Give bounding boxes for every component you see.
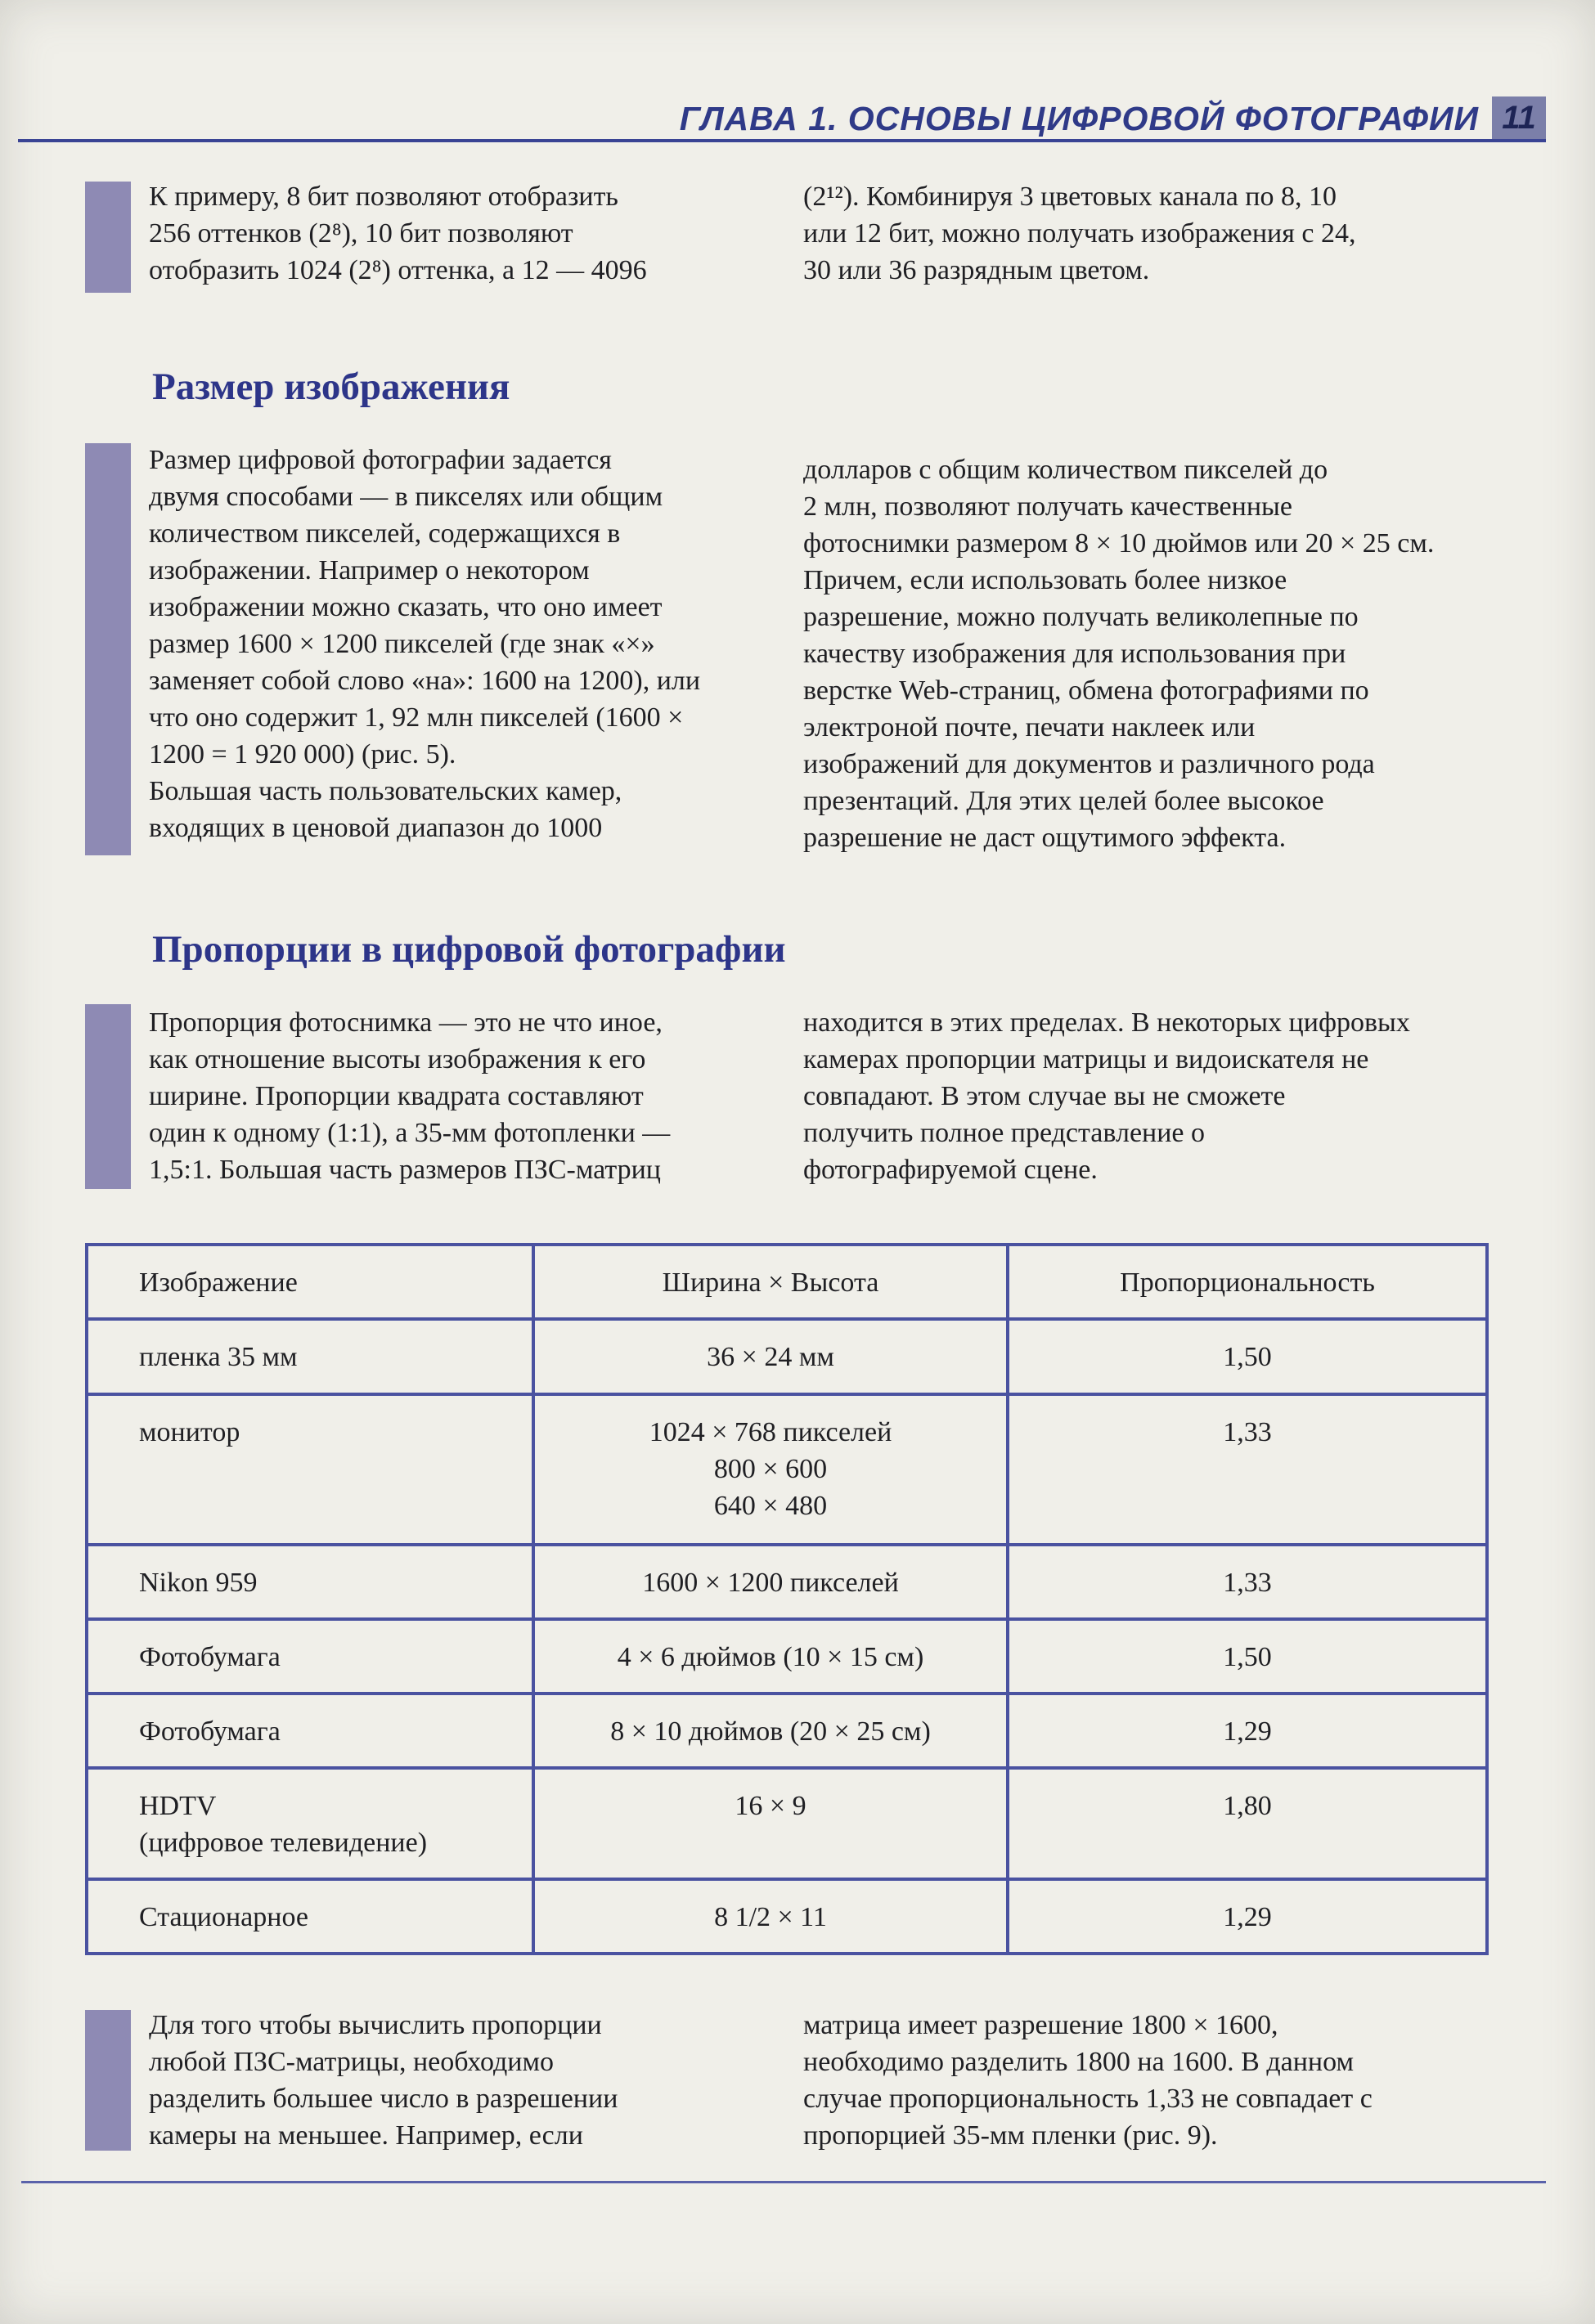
text-line: Размер цифровой фотографии задается bbox=[149, 445, 612, 475]
table-cell: 1,33 bbox=[1008, 1394, 1487, 1545]
text-line: камеры на меньшее. Например, если bbox=[149, 2120, 583, 2151]
section-title-proportions: Пропорции в цифровой фотографии bbox=[152, 928, 786, 971]
side-bar-section2 bbox=[85, 1004, 131, 1189]
table-cell: 1,33 bbox=[1008, 1545, 1487, 1619]
side-bar-closing bbox=[85, 2010, 131, 2151]
table-cell: 1,50 bbox=[1008, 1319, 1487, 1394]
cell-line: 640 × 480 bbox=[713, 1491, 828, 1521]
section1-left-column bbox=[149, 442, 754, 846]
chapter-title: ГЛАВА 1. ОСНОВЫ ЦИФРОВОЙ ФОТОГРАФИИ bbox=[679, 100, 1479, 137]
section-title-image-size: Размер изображения bbox=[152, 366, 510, 408]
text-line: долларов с общим количеством пикселей до bbox=[803, 455, 1328, 485]
text-line: разделить большее число в разрешении bbox=[149, 2084, 618, 2114]
text-line: ширине. Пропорции квадрата составляют bbox=[149, 1081, 644, 1111]
table-cell: 1,29 bbox=[1008, 1694, 1487, 1768]
text-line: матрица имеет разрешение 1800 × 1600, bbox=[803, 2010, 1278, 2040]
section1-right-column bbox=[803, 451, 1482, 856]
text-line: случае пропорциональность 1,33 не совпадает с bbox=[803, 2084, 1373, 2114]
table-cell: 1600 × 1200 пикселей bbox=[533, 1545, 1008, 1619]
text-line: пропорцией 35-мм пленки (рис. 9). bbox=[803, 2120, 1218, 2151]
text-line: (2¹²). Комбинируя 3 цветовых канала по 8, 10 bbox=[803, 182, 1337, 212]
text-line: К примеру, 8 бит позволяют отобразить bbox=[149, 182, 618, 212]
text-line: отобразить 1024 (2⁸) оттенка, а 12 — 4096 bbox=[149, 255, 647, 285]
closing-left-column bbox=[149, 2007, 754, 2154]
text-line: 2 млн, позволяют получать качественные bbox=[803, 491, 1292, 522]
text-line: фотографируемой сцене. bbox=[803, 1155, 1098, 1185]
text-line: фотоснимки размером 8 × 10 дюймов или 20 × 25 см. bbox=[803, 528, 1435, 559]
table-row bbox=[87, 1694, 1487, 1768]
table-cell: 8 × 10 дюймов (20 × 25 см) bbox=[533, 1694, 1008, 1768]
text-line: изображении. Например о некотором bbox=[149, 555, 590, 585]
table-cell: 8 1/2 × 11 bbox=[533, 1879, 1008, 1954]
aspect-ratio-table bbox=[85, 1243, 1489, 1955]
text-line: разрешение, можно получать великолепные по bbox=[803, 602, 1359, 632]
text-line: совпадают. В этом случае вы не сможете bbox=[803, 1081, 1286, 1111]
section2-right-column bbox=[803, 1004, 1482, 1188]
cell-line: 800 × 600 bbox=[713, 1454, 828, 1484]
section2-left-column bbox=[149, 1004, 754, 1188]
text-line: размер 1600 × 1200 пикселей (где знак «×» bbox=[149, 629, 655, 659]
text-line: верстке Web-страниц, обмена фотографиями по bbox=[803, 675, 1369, 706]
text-line: 1,5:1. Большая часть размеров ПЗС-матриц bbox=[149, 1155, 661, 1185]
table-cell: Фотобумага bbox=[87, 1694, 533, 1768]
table-cell: 1,29 bbox=[1008, 1879, 1487, 1954]
table-cell: 1,80 bbox=[1008, 1768, 1487, 1879]
text-line: необходимо разделить 1800 на 1600. В данном bbox=[803, 2047, 1354, 2077]
text-line: Большая часть пользовательских камер, bbox=[149, 776, 622, 806]
text-line: заменяет собой слово «на»: 1600 на 1200), или bbox=[149, 666, 701, 696]
cell-line: HDTV bbox=[139, 1791, 217, 1821]
text-line: что оно содержит 1, 92 млн пикселей (1600 × bbox=[149, 702, 684, 733]
text-line: 256 оттенков (2⁸), 10 бит позволяют bbox=[149, 218, 573, 249]
table-cell: 36 × 24 мм bbox=[533, 1319, 1008, 1394]
intro-left-column bbox=[149, 178, 754, 289]
table-cell bbox=[87, 1768, 533, 1879]
text-line: изображений для документов и различного рода bbox=[803, 749, 1375, 779]
text-line: разрешение не даст ощутимого эффекта. bbox=[803, 823, 1287, 853]
header-rule bbox=[18, 139, 1546, 142]
text-line: 30 или 36 разрядным цветом. bbox=[803, 255, 1150, 285]
text-line: получить полное представление о bbox=[803, 1118, 1206, 1148]
cell-line: 1024 × 768 пикселей bbox=[649, 1417, 892, 1447]
table-header-row bbox=[87, 1245, 1487, 1319]
table-row bbox=[87, 1545, 1487, 1619]
table-row bbox=[87, 1319, 1487, 1394]
page-number: 11 bbox=[1492, 96, 1546, 139]
intro-right-column bbox=[803, 178, 1482, 289]
table-row bbox=[87, 1879, 1487, 1954]
header-cell: Изображение bbox=[87, 1245, 533, 1319]
text-line: Пропорция фотоснимка — это не что иное, bbox=[149, 1007, 663, 1038]
text-line: любой ПЗС-матрицы, необходимо bbox=[149, 2047, 554, 2077]
table-cell: Стационарное bbox=[87, 1879, 533, 1954]
text-line: электроной почте, печати наклеек или bbox=[803, 712, 1256, 743]
table-cell bbox=[533, 1394, 1008, 1545]
text-line: Причем, если использовать более низкое bbox=[803, 565, 1287, 595]
header-cell: Пропорциональность bbox=[1008, 1245, 1487, 1319]
text-line: презентаций. Для этих целей более высокое bbox=[803, 786, 1324, 816]
table-cell: 4 × 6 дюймов (10 × 15 см) bbox=[533, 1619, 1008, 1694]
text-line: изображении можно сказать, что оно имеет bbox=[149, 592, 663, 622]
text-line: один к одному (1:1), а 35-мм фотопленки — bbox=[149, 1118, 671, 1148]
text-line: двумя способами — в пикселях или общим bbox=[149, 482, 663, 512]
table-row bbox=[87, 1619, 1487, 1694]
text-line: Для того чтобы вычислить пропорции bbox=[149, 2010, 602, 2040]
cell-line: (цифровое телевидение) bbox=[139, 1828, 428, 1858]
table-cell: Nikon 959 bbox=[87, 1545, 533, 1619]
table-row bbox=[87, 1394, 1487, 1545]
text-line: количеством пикселей, содержащихся в bbox=[149, 518, 621, 549]
footer-rule bbox=[21, 2181, 1546, 2183]
table-row bbox=[87, 1768, 1487, 1879]
text-line: или 12 бит, можно получать изображения с 24, bbox=[803, 218, 1356, 249]
text-line: качеству изображения для использования при bbox=[803, 639, 1346, 669]
table-cell: Фотобумага bbox=[87, 1619, 533, 1694]
text-line: входящих в ценовой диапазон до 1000 bbox=[149, 813, 603, 843]
text-line: находится в этих пределах. В некоторых цифровых bbox=[803, 1007, 1410, 1038]
side-bar-intro bbox=[85, 182, 131, 293]
table-cell: 1,50 bbox=[1008, 1619, 1487, 1694]
text-line: как отношение высоты изображения к его bbox=[149, 1044, 646, 1075]
text-line: 1200 = 1 920 000) (рис. 5). bbox=[149, 739, 456, 769]
side-bar-section1 bbox=[85, 443, 131, 855]
table-cell: монитор bbox=[87, 1394, 533, 1545]
header-cell: Ширина × Высота bbox=[533, 1245, 1008, 1319]
running-header bbox=[0, 96, 1595, 146]
table-cell: пленка 35 мм bbox=[87, 1319, 533, 1394]
text-line: камерах пропорции матрицы и видоискателя не bbox=[803, 1044, 1369, 1075]
closing-right-column bbox=[803, 2007, 1482, 2154]
table-cell: 16 × 9 bbox=[533, 1768, 1008, 1879]
